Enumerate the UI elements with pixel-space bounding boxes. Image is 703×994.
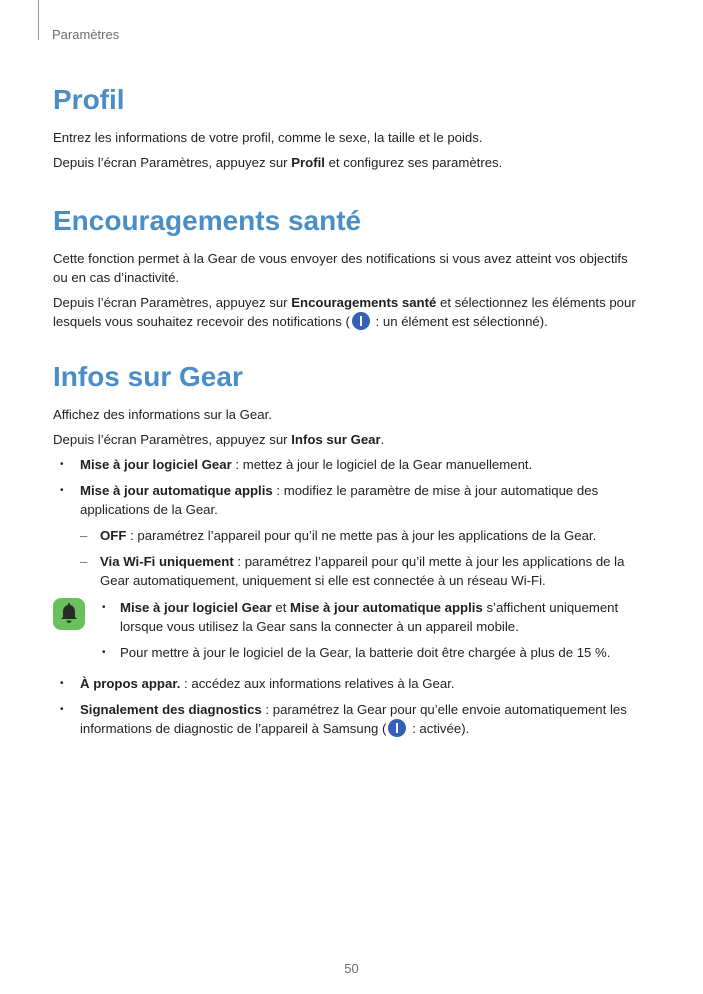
list-item: • À propos appar. : accédez aux informations relatives à la Gear.	[53, 674, 643, 693]
running-header: Paramètres	[52, 27, 120, 42]
note-block	[53, 598, 643, 662]
section-title-profile: Profil	[53, 84, 125, 115]
auto-update-sub-options	[80, 526, 643, 590]
toggle-on-icon	[388, 719, 406, 737]
profile-paragraph-2: Depuis l’écran Paramètres, appuyez sur Profil et configurez ses paramètres.	[53, 155, 503, 170]
header-divider	[38, 0, 39, 40]
list-item: – Via Wi-Fi uniquement : paramétrez l’appareil pour qu’il mette à jour les applications de la Gear automatiquement, uniquement si elle est connectée à un réseau Wi-Fi.	[80, 552, 643, 590]
list-item: • Mise à jour logiciel Gear : mettez à jour le logiciel de la Gear manuellement.	[53, 455, 643, 474]
gear-option-list	[53, 455, 643, 590]
profile-menu-label: Profil	[291, 155, 325, 170]
gear-paragraph-1: Affichez des informations sur la Gear.	[53, 407, 272, 422]
page-number: 50	[344, 961, 359, 976]
gear-option-list-2	[53, 674, 643, 738]
list-item: • Signalement des diagnostics : paramétrez la Gear pour qu’elle envoie automatiquement les informations de diagnostic de l’appareil à Samsung ( : activée).	[53, 700, 643, 738]
gear-paragraph-2: Depuis l’écran Paramètres, appuyez sur Infos sur Gear.	[53, 432, 385, 447]
note-list	[53, 598, 643, 662]
toggle-on-icon	[352, 312, 370, 330]
section-title-gear-info: Infos sur Gear	[53, 361, 243, 392]
health-menu-label: Encouragements santé	[291, 295, 437, 310]
bell-icon	[53, 598, 85, 630]
list-item: • Pour mettre à jour le logiciel de la Gear, la batterie doit être chargée à plus de 15 %.	[120, 643, 643, 662]
gear-menu-label: Infos sur Gear	[291, 432, 381, 447]
health-paragraph-2: Depuis l’écran Paramètres, appuyez sur Encouragements santé et sélectionnez les éléments pour lesquels vous souhaitez recevoir des notifications ( : un élément est sélectionné).	[53, 295, 636, 329]
list-item: – OFF : paramétrez l’appareil pour qu’il ne mette pas à jour les applications de la Gear.	[80, 526, 643, 545]
list-item: • Mise à jour logiciel Gear et Mise à jour automatique applis s’affichent uniquement lorsque vous utilisez la Gear sans la connecter à un appareil mobile.	[120, 598, 643, 636]
health-paragraph-1: Cette fonction permet à la Gear de vous envoyer des notifications si vous avez atteint vos objectifs ou en cas d’inactivité.	[53, 251, 628, 285]
profile-paragraph-1: Entrez les informations de votre profil, comme le sexe, la taille et le poids.	[53, 130, 483, 145]
page-content	[53, 82, 643, 738]
section-title-health: Encouragements santé	[53, 205, 362, 236]
list-item: • Mise à jour automatique applis : modifiez le paramètre de mise à jour automatique des applications de la Gear. – OFF : paramétrez l’appareil pour qu’il ne mette pas à jour les applications de la Gear. – Via Wi-Fi uniquement : paramétrez l’appareil pour qu’il mette à jour les applications de la Gear automatiquement, uniquement si elle est connectée à un réseau Wi-Fi.	[53, 481, 643, 590]
